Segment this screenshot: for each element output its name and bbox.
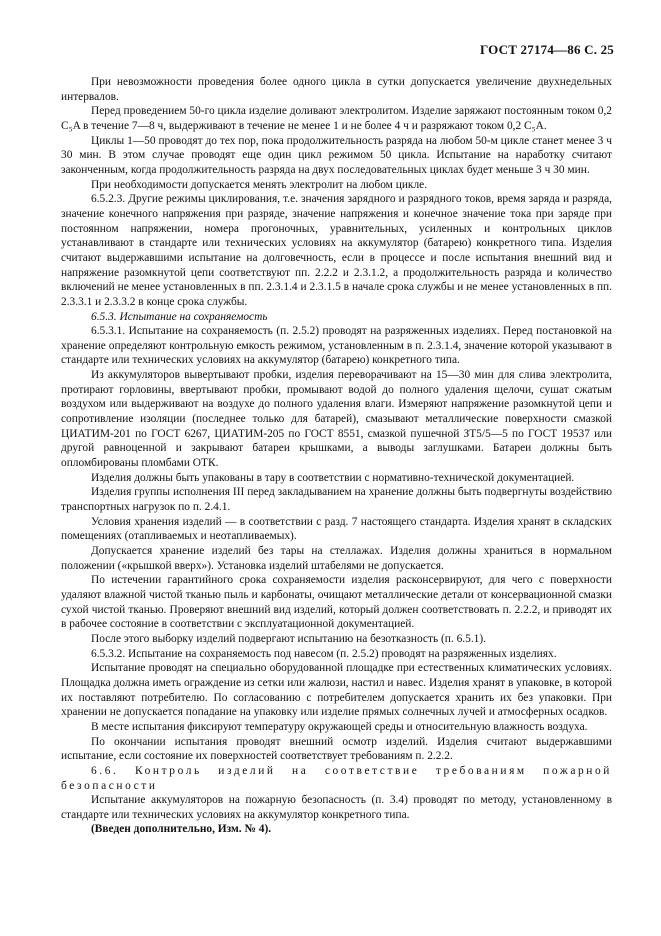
section-heading-storage: 6.5.3. Испытание на сохраняемость [91, 310, 268, 323]
paragraph: Изделия группы исполнения III перед закладыванием на хранение должны быть подвергнуты воздействию транспортных нагрузок по п. 2.4.1. [61, 486, 612, 514]
paragraph: Изделия должны быть упакованы в тару в соответствии с нормативно-технической документацией. [91, 471, 575, 484]
paragraph: Циклы 1—50 проводят до тех пор, пока продолжительность разряда на любом 50-м цикле станет менее 3 ч 30 мин. В этом случае проводят еще один цикл режимом 50 цикла. Испытание на наработку считают законченным, когда продолжительность разряда на двух последовательных циклах будет меньше 3 ч 30 мин. [61, 134, 612, 176]
paragraph: После этого выборку изделий подвергают испытанию на безотказность (п. 6.5.1). [91, 632, 487, 645]
paragraph: Испытание проводят на специально оборудованной площадке при естественных климатических условиях. Площадка должна иметь ограждение из сетки или жалюзи, настил и навес. Изделия хранят в упаковке, в которой их поставляют потребителю. По согласованию с потребителем допускается хранить их без упаковки. При хранении не допускается попадание на упаковку или изделие прямых солнечных лучей и атмосферных осадков. [61, 662, 612, 719]
paragraph: 6.5.3.2. Испытание на сохраняемость под навесом (п. 2.5.2) проводят на разряженных изделиях. [91, 647, 557, 660]
paragraph: Допускается хранение изделий без тары на стеллажах. Изделия должны храниться в нормальном положении («крышкой вверх»). Установка изделий штабелями не допускается. [61, 545, 612, 572]
paragraph: 6.5.3.1. Испытание на сохраняемость (п. 2.5.2) проводят на разряженных изделиях. Перед постановкой на хранение определяют контрольную емкость режимом, установленным в п. 2.3.1.4, значение которой указывают в стандарте или технических условиях на аккумулятор (батарею) конкретного типа. [61, 325, 612, 367]
document-body [61, 75, 612, 837]
paragraph: Из аккумуляторов вывертывают пробки, изделия переворачивают на 15—30 мин для слива электролита, протирают горловины, ввертывают пробки, промывают водой до полного удаления щелочи, сушат сжатым воздухом или выдерживают на воздухе до полного удаления влаги. Измеряют напряжение разомкнутой цепи и сопротивление изоляции (последнее только для батарей), смазывают металлические поверхности смазкой ЦИАТИМ-201 по ГОСТ 6267, ЦИАТИМ-205 по ГОСТ 8551, смазкой пушечной ЗТ5/5—5 по ГОСТ 19537 или другой равноценной и закрывают батареи крышками, а выводы заглушками. Батареи должны быть опломбированы пломбами ОТК. [61, 369, 612, 470]
paragraph: Перед проведением 50-го цикла изделие доливают электролитом. Изделие заряжают постоянным током 0,2 C₅A в течение 7—8 ч, выдерживают в течение не менее 1 и не более 4 ч и разряжают током 0,2 C₅A. [61, 105, 612, 132]
paragraph: Условия хранения изделий — в соответствии с разд. 7 настоящего стандарта. Изделия хранят в складских помещениях (отапливаемых и неотапливаемых). [61, 515, 612, 543]
paragraph: При необходимости допускается менять электролит на любом цикле. [91, 178, 428, 191]
amendment-note: (Введен дополнительно, Изм. № 4). [91, 823, 272, 836]
section-heading-fire-safety: 6.6. Контроль изделий на соответствие требованиям пожарной безопасности [61, 764, 612, 792]
paragraph: По истечении гарантийного срока сохраняемости изделия расконсервируют, для чего с поверхности удаляют влажной чистой тканью пыль и карбонаты, очищают металлические детали от консервационной смазки сухой чистой тканью. Проверяют внешний вид изделий, который должен соответствовать п. 2.2.2, и приводят их в рабочее состояние в соответствии с эксплуатационной документацией. [61, 574, 612, 631]
paragraph: При невозможности проведения более одного цикла в сутки допускается увеличение двухнедельных интервалов. [61, 76, 612, 103]
paragraph: Испытание аккумуляторов на пожарную безопасность (п. 3.4) проводят по методу, установленному в стандарте или технических условиях на аккумулятор конкретного типа. [61, 794, 612, 821]
page-header: ГОСТ 27174—86 С. 25 [480, 42, 614, 57]
paragraph: По окончании испытания проводят внешний осмотр изделий. Изделия считают выдержавшими испытание, если состояние их поверхностей соответствует требованиям п. 2.2.2. [61, 735, 612, 763]
paragraph: В месте испытания фиксируют температуру окружающей среды и относительную влажность воздуха. [91, 720, 588, 733]
paragraph: 6.5.2.3. Другие режимы циклирования, т.е. значения зарядного и разрядного токов, время заряда и разряда, значение конечного напряжения при разряде, значение напряжения и конечное значение тока при заряде при постоянном напряжении, номера прогоночных, уравнительных, усиленных и контрольных циклов устанавливают в стандарте или технических условиях на аккумулятор (батарею) конкретного типа. Изделия считают выдержавшими испытание на долговечность, если в процессе и после испытания внешний вид и напряжение разомкнутой цепи соответствуют пп. 2.2.2 и 2.3.1.2, а продолжительность разряда и количество включений не менее установленных в пп. 2.3.1.4 и 2.3.1.5 в начале срока службы и не менее установленных в пп. 2.3.3.1 и 2.3.3.2 в конце срока службы. [61, 193, 612, 308]
